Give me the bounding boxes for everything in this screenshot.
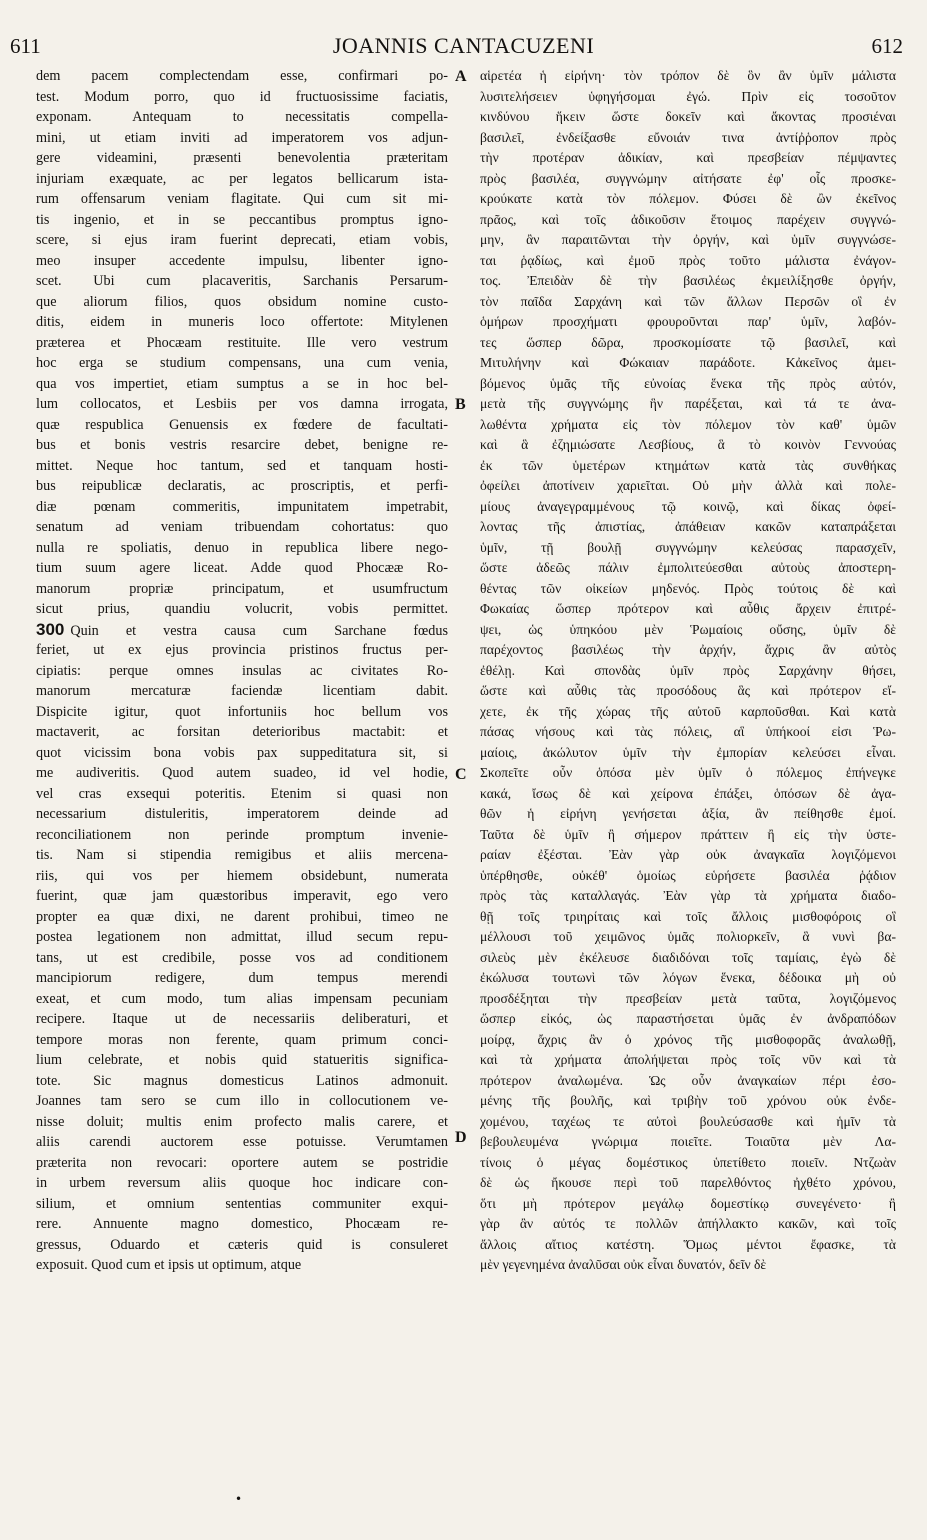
greek-line [480, 169, 896, 190]
greek-line [480, 886, 896, 907]
greek-line [480, 148, 896, 169]
greek-line-text: ἐκ τῶν ὑμετέρων κτημάτων κατὰ τὰς συνθήκας [480, 457, 896, 473]
greek-line-text: τὴν προτέραν ἀδικίαν, καὶ πρεσβείαν πέμψαντες [480, 150, 896, 165]
latin-line [36, 312, 448, 333]
latin-line-text: mactaverit, ac forsitan deterioribus mactabit: et [36, 724, 448, 740]
greek-line [480, 333, 896, 354]
latin-line-text: in urbem reversum aliis quoque hoc indicare con- [36, 1175, 448, 1191]
greek-line-text: ὥσπερ εἰκός, ὡς παραστήσεται ὑμᾶς ἐν ἀνδραπόδων [480, 1011, 896, 1026]
greek-line-text: βασιλεῖ, ἐνδείξασθε εὔνοιάν τινα ἀντίῤῥοπον πρὸς [480, 129, 896, 145]
greek-line-text: Φωκαίας ὥσπερ πρότερον καὶ αὖθις ἄρχειν ἐπιτρέ- [480, 601, 896, 616]
greek-line-text: ὅτι μὴ πρότερον μεγάλῳ δομεστίκῳ συνεγένετο· ἢ [480, 1195, 896, 1211]
greek-line [480, 1153, 896, 1174]
greek-line [480, 353, 896, 374]
latin-line [36, 128, 448, 149]
latin-line [36, 620, 448, 641]
latin-line-text: mittet. Neque hoc tantum, sed et tanquam hosti- [36, 457, 448, 474]
latin-line [36, 538, 448, 559]
greek-line [480, 415, 896, 436]
greek-line [480, 784, 896, 805]
section-marker-b: B [455, 396, 466, 413]
greek-line-text: ραίαν ἐξέσται. Ἐὰν γὰρ οὐκ ἀναγκαῖα λογιζόμενοι [480, 847, 896, 862]
greek-column [480, 66, 896, 1276]
greek-line [480, 968, 896, 989]
greek-line [480, 210, 896, 231]
latin-line [36, 148, 448, 169]
latin-line [36, 886, 448, 907]
latin-line-text: senatum ad veniam tribuendam cohortatus: quo [36, 519, 448, 535]
latin-line [36, 210, 448, 231]
greek-line-text: πρότερον ἀναλωμένα. Ὡς οὖν ἀναγκαίων πέρι ἐσο- [480, 1072, 896, 1088]
greek-line [480, 763, 896, 784]
latin-line-text: bus reipublicæ declaratis, ac proscriptis, et perfi- [36, 478, 448, 494]
latin-line [36, 66, 448, 87]
latin-line-text: Quin et vestra causa cum Sarchane fœdus [70, 622, 448, 639]
greek-line [480, 1132, 896, 1153]
greek-line [480, 374, 896, 395]
greek-line-text: βεβουλευμένα γνώριμα ποιεῖτε. Τοιαῦτα μὲν Λα- [480, 1134, 896, 1149]
latin-line [36, 661, 448, 682]
greek-line-text: ἄλλοις αἴτιος κατέστη. Ὅμως μέντοι ἔφασκε, τὰ [480, 1236, 896, 1252]
greek-line [480, 189, 896, 210]
greek-line-text: ἐθέλῃ. Καὶ σπονδὰς ὑμῖν πρὸς Σαρχάνην θήσει, [480, 662, 896, 678]
latin-line-text: tote. Sic magnus domesticus Latinos admonuit. [36, 1072, 448, 1089]
latin-line [36, 702, 448, 723]
latin-line-text: gressus, Oduardo et cæteris quid is consuleret [36, 1236, 448, 1253]
latin-line [36, 968, 448, 989]
latin-line-text: postea legationem non admittat, illud secum repu- [36, 929, 448, 945]
greek-line-text: μίους ἀναγεγραμμένους τῷ κοινῷ, καὶ δίκας ὀφεί- [480, 498, 896, 514]
latin-line [36, 681, 448, 702]
greek-line-text: Μιτυλήνην καὶ Φώκαιαν παράδοτε. Κἀκεῖνος ἀμει- [480, 355, 896, 370]
greek-line [480, 435, 896, 456]
latin-line [36, 476, 448, 497]
latin-line-text: me audiveritis. Quod autem suadeo, id vel hodie, [36, 765, 448, 781]
latin-line-text: Dispicite igitur, quot infortuniis hoc bellum vos [36, 703, 448, 720]
latin-line [36, 1009, 448, 1030]
greek-line [480, 1173, 896, 1194]
greek-line [480, 599, 896, 620]
greek-line [480, 558, 896, 579]
latin-line [36, 1050, 448, 1071]
latin-line [36, 989, 448, 1010]
latin-line [36, 1071, 448, 1092]
greek-line [480, 907, 896, 928]
latin-line-text: bus et bonis vestris resarcire debet, benigne re- [36, 437, 448, 453]
greek-line-text: θῇ τοῖς τριηρίταις καὶ τοῖς ἄλλοις μισθοφόροις οἳ [480, 908, 896, 924]
latin-line-text: exponam. Antequam to necessitatis compella- [36, 109, 448, 125]
greek-line-text: μαίοις, ἀκώλυτον ὑμῖν τὴν ἐμπορίαν κελεύσει εἶναι. [480, 744, 896, 760]
latin-line-text: injuriam exæquate, ac per legatos bellicarum ista- [36, 170, 448, 187]
latin-line [36, 579, 448, 600]
greek-line-text: σιλεὺς μὲν ἐκέλευσε διαδιδόναι τοῖς ταμίαις, ἐγὼ δὲ [480, 949, 896, 965]
latin-line [36, 640, 448, 661]
greek-line-text: ὁμήρων προσχήματι φρουροῦνται παρ' ὑμῖν, λαβόν- [480, 314, 896, 329]
greek-line [480, 128, 896, 149]
latin-line-text: scere, si ejus iram fuerint deprecati, etiam vobis, [36, 232, 448, 248]
latin-line [36, 907, 448, 928]
greek-line-text: πρᾶος, καὶ τοῖς ἀδικοῦσιν ἕτοιμος παρέχειν συγγνώ- [480, 211, 896, 227]
latin-line-text: gere videamini, præsenti benevolentia præteritam [36, 150, 448, 166]
greek-line-text: μην, ἂν παραιτῶνται τὴν ὀργήν, καὶ ὑμῖν συγγνώσε- [480, 232, 896, 247]
section-marker-c: C [455, 766, 467, 783]
greek-line [480, 722, 896, 743]
latin-line-text: lium celebrate, et nobis quid statueritis significa- [36, 1052, 448, 1068]
latin-line-text: aliis carendi auctorem esse potuisse. Verumtamen [36, 1134, 448, 1150]
greek-line-text: βόμενος ὑμᾶς τῆς εὐνοίας ἕνεκα τῆς πρὸς αὐτόν, [480, 375, 896, 391]
latin-line [36, 251, 448, 272]
greek-line [480, 681, 896, 702]
greek-line-text: Ταῦτα δὲ ὑμῖν ἢ σήμερον πράττειν ἢ εἰς τὴν ὑστε- [480, 826, 896, 842]
greek-line-text: ὑμῖν, τῇ βουλῇ συγγνώμην κελεύσας παρασχεῖν, [480, 539, 896, 555]
latin-line-text: feriet, ut ex ejus provincia pristinos fructus per- [36, 642, 448, 658]
greek-line [480, 312, 896, 333]
latin-line-text: tium suum agere liceat. Adde quod Phocææ Ro- [36, 560, 448, 576]
greek-line [480, 517, 896, 538]
greek-line [480, 1194, 896, 1215]
greek-line [480, 538, 896, 559]
greek-line-text: μένης τῆς βουλῆς, καὶ τριβὴν τοῦ χρόνου οὐκ ἐνδε- [480, 1093, 896, 1108]
greek-line-text: τος. Ἐπειδὰν δὲ τὴν βασιλέως ἐκμειλίξησθε ὀργήν, [480, 273, 896, 288]
latin-line [36, 866, 448, 887]
latin-line [36, 497, 448, 518]
section-marker-d: D [455, 1129, 467, 1146]
latin-line-text: ditis, eidem in muneris loco offertote: Mitylenen [36, 314, 448, 330]
latin-line [36, 271, 448, 292]
greek-line-text: ὥστε ἀδεῶς πάλιν ἐμπολιτεύεσθαι αὐτοὺς ἀποστερη- [480, 560, 896, 575]
latin-line-text: quot vicissim bona vobis pax suppeditatura sit, si [36, 744, 448, 761]
footer-mark: • [235, 1492, 243, 1506]
greek-line [480, 1112, 896, 1133]
latin-line-text: mini, ut etiam inviti ad imperatorem vos adjun- [36, 129, 448, 146]
greek-line [480, 394, 896, 415]
greek-line-text: τες ὥσπερ δῶρα, προσκομίσατε τῷ βασιλεῖ, καὶ [480, 334, 896, 350]
greek-line-text: ὑπέρθησθε, οὐκέθ' ὁμοίως εὑρήσετε βασιλέα ῥᾴδιον [480, 867, 896, 883]
greek-line-text: Σκοπεῖτε οὖν ὁπόσα μὲν ὑμῖν ὁ πόλεμος ἐπήνεγκε [480, 765, 896, 780]
greek-line-text: λυσιτελήσειεν ὑφηγήσομαι ἐγώ. Πρὶν εἰς τοσοῦτον [480, 88, 896, 104]
latin-line-text: propter ea quæ dixi, ne darent prohibui, timeo ne [36, 908, 448, 925]
greek-line-text: κακά, ἴσως δὲ καὶ χείρονα ἐπάξει, ὁπόσων δὲ ἀγα- [480, 785, 896, 801]
latin-line [36, 1235, 448, 1256]
latin-line [36, 107, 448, 128]
latin-line-text: meo insuper accedente impulsu, libenter igno- [36, 252, 448, 269]
greek-line-text: καὶ τὰ χρήματα ἀπολήψεται πρὸς τοῖς νῦν καὶ τὰ [480, 1052, 896, 1067]
greek-line [480, 87, 896, 108]
greek-line [480, 661, 896, 682]
latin-line [36, 1153, 448, 1174]
latin-line-text: vel cras exsequi poteritis. Etenim si quasi non [36, 785, 448, 802]
greek-line [480, 702, 896, 723]
latin-line-text: nulla re spoliatis, denuo in republica libere nego- [36, 539, 448, 556]
latin-line [36, 1255, 448, 1276]
greek-line-text: λωθέντα χρήματα εἰς τὸν πόλεμον τὸν καθ' ὑμῶν [480, 416, 896, 432]
greek-line [480, 948, 896, 969]
latin-line [36, 948, 448, 969]
latin-line-text: necessarium distuleritis, imperatorem deinde ad [36, 806, 448, 822]
latin-line-text: rere. Annuente magno domestico, Phocæam re- [36, 1216, 448, 1232]
latin-line-text: qua vos impertiet, etiam sumptus a se in hoc bel- [36, 375, 448, 392]
greek-line-text: ἐκώλυσα τουτωνὶ τῶν λόγων ἕνεκα, δέδοικα μὴ οὐ [480, 970, 896, 985]
latin-line [36, 230, 448, 251]
greek-line [480, 66, 896, 87]
greek-line [480, 1009, 896, 1030]
greek-line [480, 456, 896, 477]
latin-line-text: sicut prius, quandiu volucrit, vobis permittet. [36, 601, 448, 617]
greek-line [480, 476, 896, 497]
greek-line-text: λοντας τῆς ἀπιστίας, ἀπάθειαν κακῶν καταπράξεται [480, 519, 896, 534]
latin-line [36, 374, 448, 395]
greek-line-text: πρὸς τὰς καταλλαγάς. Ἐὰν γὰρ τὰ χρήματα διαδο- [480, 888, 896, 903]
latin-line [36, 169, 448, 190]
latin-line [36, 189, 448, 210]
latin-line-text: tis ingenio, et in se peccantibus promptus igno- [36, 211, 448, 228]
latin-line-text: fuerint, quæ jam quæstoribus imperavit, ego vero [36, 888, 448, 904]
greek-line [480, 107, 896, 128]
greek-line-text: ὥστε καὶ αὖθις τὰς προσόδους ἃς καὶ πρότερον εἴ- [480, 683, 896, 698]
greek-line-text: δὲ ὡς ἤκουσε περὶ τοῦ παρελθόντος ἠχθέτο χρόνου, [480, 1175, 896, 1190]
greek-line [480, 825, 896, 846]
greek-line [480, 1214, 896, 1235]
latin-line-text: nisse doluit; multis enim profecto malis carere, et [36, 1113, 448, 1130]
greek-line [480, 1050, 896, 1071]
latin-line [36, 1132, 448, 1153]
greek-line [480, 1235, 896, 1256]
greek-line [480, 1255, 896, 1276]
latin-line [36, 353, 448, 374]
latin-line-text: cipiatis: perque omnes insulas ac civitates Ro- [36, 662, 448, 679]
latin-line [36, 1194, 448, 1215]
latin-line [36, 456, 448, 477]
latin-line [36, 394, 448, 415]
greek-line-text: μοίρᾳ, ἄχρις ἂν ὁ χρόνος τῆς μισθοφορᾶς ἀναλωθῇ, [480, 1031, 896, 1047]
greek-line [480, 927, 896, 948]
greek-line-text: θῶν ἡ εἰρήνη γενήσεται ἀξία, ἂν πείθησθε ἐμοί. [480, 806, 896, 821]
greek-line [480, 271, 896, 292]
greek-line-text: αἱρετέα ἡ εἰρήνη· τὸν τρόπον δὲ ὃν ἂν ὑμῖν μάλιστα [480, 68, 896, 83]
latin-line [36, 292, 448, 313]
greek-line-text: τίνοις ὁ μέγας δομέστικος ὑπετίθετο ποιεῖν. Ντζωὰν [480, 1154, 896, 1170]
greek-line-text: ὀφείλει ἀποτίνειν χαριεῖται. Οὐ μὴν ἀλλὰ καὶ πολε- [480, 478, 896, 493]
latin-line [36, 1214, 448, 1235]
latin-line-text: quæ respublica Genuensis ex fœdere de facultati- [36, 416, 448, 433]
latin-line-text: dem pacem complectendam esse, confirmari po- [36, 68, 448, 84]
latin-line [36, 558, 448, 579]
latin-line [36, 927, 448, 948]
greek-line [480, 743, 896, 764]
latin-line-text: recipere. Itaque ut de necessariis deliberaturi, et [36, 1011, 448, 1027]
latin-line-text: que aliorum filios, quos obsidum nomine custo- [36, 293, 448, 310]
greek-line-text: κινδύνου ἥκειν ὥστε δοκεῖν καὶ ἄκοντας προσιέναι [480, 109, 896, 124]
running-title: JOANNIS CANTACUZENI [332, 33, 595, 58]
greek-line-text: τὸν παῖδα Σαρχάνη καὶ τῶν ἄλλων Περσῶν οἳ ἐν [480, 293, 896, 309]
latin-line [36, 599, 448, 620]
latin-line [36, 1030, 448, 1051]
greek-line [480, 1091, 896, 1112]
greek-line [480, 620, 896, 641]
margin-page-number: 300 [36, 619, 65, 639]
latin-line [36, 784, 448, 805]
greek-line-text: πρὸς βασιλέα, συγγνώμην αἰτήσατε ἐφ' οἷς προσκε- [480, 170, 896, 186]
latin-line-text: silium, et omnium sententias communiter exqui- [36, 1195, 448, 1212]
latin-line-text: rum offensarum veniam flagitate. Qui cum sit mi- [36, 191, 448, 207]
greek-line [480, 292, 896, 313]
greek-line [480, 1071, 896, 1092]
latin-line [36, 763, 448, 784]
latin-line-text: riis, qui vos per hiemem obsidebunt, numerata [36, 867, 448, 884]
greek-line-text: παρέχοντος βασιλέως τὴν ἀρχήν, ἄχρις ἂν αὐτὸς [480, 642, 896, 657]
greek-line-text: μὲν γεγενημένα ἀναλῦσαι οὐκ εἶναι δυνατόν, δεῖν δὲ [480, 1257, 767, 1272]
greek-line-text: μετὰ τῆς συγγνώμης ἣν παρέξεται, καὶ τά τε ἀνα- [480, 396, 896, 411]
page-header [0, 0, 927, 60]
latin-line-text: scet. Ubi cum placaveritis, Sarchanis Persarum- [36, 273, 448, 289]
latin-line-text: præterea et Phocæam restituite. Ille vero vestrum [36, 334, 448, 351]
right-page-number: 612 [871, 34, 903, 58]
latin-line-text: manorum propriæ principatum, et usumfructum [36, 580, 448, 597]
greek-line-text: μέλλουσι τοῦ χειμῶνος ὑμᾶς πολιορκεῖν, ἃ νυνὶ βα- [480, 929, 896, 944]
latin-line [36, 722, 448, 743]
latin-line-text: exposuit. Quod cum et ipsis ut optimum, atque [36, 1257, 302, 1273]
latin-line [36, 743, 448, 764]
greek-line [480, 989, 896, 1010]
latin-line [36, 87, 448, 108]
latin-line-text: test. Modum porro, quo id fructuosissime faciatis, [36, 88, 448, 105]
latin-line-text: exeat, et cum modo, tum alias impensam pecuniam [36, 990, 448, 1007]
greek-line [480, 251, 896, 272]
latin-line-text: manorum mercaturæ faciendæ licentiam dabit. [36, 683, 448, 699]
latin-line [36, 517, 448, 538]
latin-line-text: tis. Nam si stipendia remigibus et aliis mercena- [36, 847, 448, 863]
greek-line-text: καὶ ἃ ἐζημιώσατε Λεσβίους, ἃ τὸ κοινὸν Γεννούας [480, 437, 896, 452]
latin-line-text: diæ pœnam commeritis, impunitatem impetrabit, [36, 498, 448, 515]
greek-line-text: γὰρ ἂν αὐτός τε πολλῶν ἀπήλλακτο κακῶν, καὶ τοῖς [480, 1216, 896, 1231]
latin-line [36, 333, 448, 354]
left-page-number: 611 [10, 34, 41, 58]
section-marker-a: A [455, 68, 467, 85]
greek-line [480, 230, 896, 251]
latin-line-text: reconciliationem non perinde promptum invenie- [36, 826, 448, 843]
latin-line [36, 1173, 448, 1194]
greek-line-text: κρούκατε κατὰ τὸν πόλεμον. Φύσει δὲ ὢν ἐκεῖνος [480, 191, 896, 206]
latin-line [36, 435, 448, 456]
latin-line [36, 845, 448, 866]
latin-line [36, 415, 448, 436]
latin-line [36, 1091, 448, 1112]
greek-line-text: ψει, ὡς ὑπηκόου μὲν Ῥωμαίοις οὔσης, ὑμῖν δὲ [480, 621, 896, 637]
latin-line-text: tans, ut est credibile, posse vos ad conditionem [36, 949, 448, 966]
latin-line [36, 804, 448, 825]
greek-line-text: χομένου, ταχέως τε αὐτοὶ βουλεύσασθε καὶ ἡμῖν τὰ [480, 1113, 896, 1129]
greek-line [480, 497, 896, 518]
latin-line-text: lum collocatos, et Lesbiis per vos damna irrogata, [36, 396, 448, 412]
greek-line-text: θέντας τῶν οἰκείων μηδενός. Πρὸς τούτοις δὲ καὶ [480, 580, 896, 596]
latin-line-text: mancipiorum redigere, dum tempus merendi [36, 970, 448, 986]
latin-column [36, 66, 448, 1276]
greek-line [480, 579, 896, 600]
latin-line [36, 825, 448, 846]
greek-line [480, 866, 896, 887]
greek-line-text: προσδέξηται τὴν πρεσβείαν μετὰ ταῦτα, λογιζόμενος [480, 990, 896, 1006]
latin-line-text: Joannes tam sero se cum illo in collocutionem ve- [36, 1093, 448, 1109]
greek-line [480, 845, 896, 866]
greek-line-text: χετε, ἐκ τῆς χώρας τῆς αὐτοῦ καρποῦσθαι. Καὶ κατὰ [480, 703, 896, 719]
greek-line-text: ται ῥᾳδίως, καὶ ἐμοῦ πρὸς τοῦτο μάλιστα ἐνάγον- [480, 252, 896, 268]
latin-line-text: tempore moras non ferente, quam primum conci- [36, 1031, 448, 1048]
greek-line [480, 804, 896, 825]
greek-line [480, 640, 896, 661]
greek-line [480, 1030, 896, 1051]
latin-line [36, 1112, 448, 1133]
greek-line-text: πάσας νήσους καὶ τὰς πόλεις, αἳ ὑπήκοοί εἰσι Ῥω- [480, 724, 896, 739]
latin-line-text: hoc erga se studium compensans, una cum venia, [36, 355, 448, 371]
latin-line-text: præterita non revocari: oportere autem se postridie [36, 1154, 448, 1171]
